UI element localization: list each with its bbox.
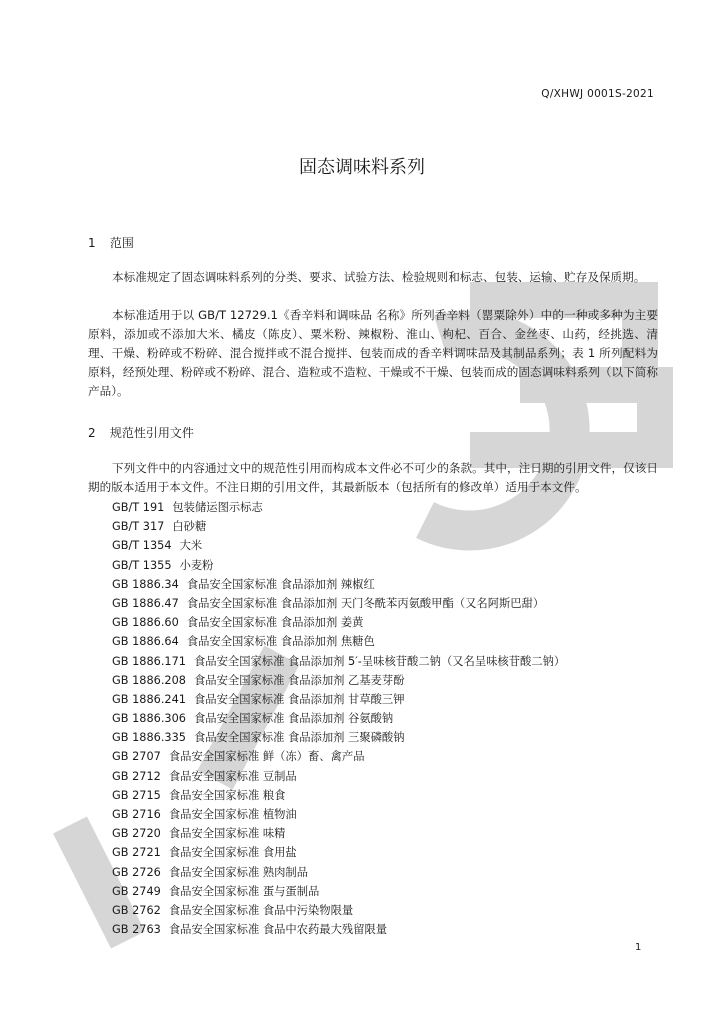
reference-item [112,901,565,920]
reference-item [112,536,565,555]
reference-item [112,882,565,901]
reference-code: GB/T 191 [112,501,165,514]
reference-item [112,767,565,786]
reference-title: 食品安全国家标准 食品添加剂 三聚磷酸钠 [194,731,405,745]
reference-item [112,671,565,690]
page-title: 固态调味料系列 [299,157,425,178]
section-heading-normative-references [88,424,194,441]
reference-code: GB/T 1354 [112,539,172,553]
reference-code: GB 1886.34 [112,577,179,591]
reference-code: GB 1886.47 [112,596,179,610]
reference-item [112,594,565,613]
reference-item [112,498,565,517]
reference-title: 食品安全国家标准 味精 [168,827,286,841]
section-heading-scope [88,234,134,251]
reference-item [112,824,565,843]
section-number: 1 [88,236,96,250]
references-intro: 下列文件中的内容通过文中的规范性引用而构成本文件必不可少的条款。其中，注日期的引用文件，仅该日期的版本适用于本文件。不注日期的引用文件，其最新版本（包括所有的修改单）适用于本文件。 [88,461,658,494]
reference-code: GB 2721 [112,846,161,860]
reference-title: 包装储运图示标志 [172,501,263,514]
reference-item [112,556,565,575]
reference-item [112,690,565,709]
reference-code: GB 2712 [112,769,161,783]
reference-title: 食品安全国家标准 植物油 [168,808,297,821]
reference-title: 食品安全国家标准 食品添加剂 焦糖色 [186,635,375,649]
reference-title: 食品安全国家标准 食用盐 [168,846,297,860]
reference-item [112,920,565,939]
reference-item [112,863,565,882]
section-title: 范围 [109,236,134,250]
reference-item [112,709,565,728]
reference-title: 食品安全国家标准 食品添加剂 甘草酸三钾 [194,692,405,706]
reference-title: 食品安全国家标准 粮食 [168,788,286,802]
reference-title: 食品安全国家标准 食品中农药最大残留限量 [168,923,388,937]
reference-title: 食品安全国家标准 食品添加剂 乙基麦芽酚 [194,673,405,687]
reference-code: GB 1886.64 [112,635,179,649]
reference-title: 食品安全国家标准 蛋与蛋制品 [168,884,320,898]
reference-list [112,498,565,939]
reference-code: GB 2720 [112,827,161,841]
reference-code: GB 1886.208 [112,673,186,687]
reference-item [112,805,565,824]
reference-title: 食品安全国家标准 鲜（冻）畜、禽产品 [168,750,365,764]
reference-code: GB 2716 [112,808,161,821]
reference-item [112,632,565,651]
reference-code: GB/T 317 [112,520,165,534]
reference-title: 食品安全国家标准 豆制品 [168,769,297,783]
reference-item [112,517,565,536]
scope-paragraph: 本标准规定了固态调味料系列的分类、要求、试验方法、检验规则和标志、包装、运输、贮存及保质期。 [112,270,646,284]
reference-item [112,728,565,747]
reference-item [112,575,565,594]
reference-title: 白砂糖 [172,520,207,534]
reference-item [112,613,565,632]
reference-code: GB 1886.60 [112,616,179,630]
reference-title: 小麦粉 [179,558,214,572]
reference-title: 食品安全国家标准 食品添加剂 姜黄 [186,616,364,630]
reference-title: 食品安全国家标准 食品添加剂 天门冬酰苯丙氨酸甲酯（又名阿斯巴甜） [186,596,545,610]
page-number: 1 [635,942,642,953]
reference-title: 食品安全国家标准 熟肉制品 [168,865,309,879]
reference-item [112,786,565,805]
reference-code: GB 2726 [112,865,161,879]
section-title: 规范性引用文件 [109,426,194,440]
reference-code: GB 1886.306 [112,712,186,726]
reference-code: GB 2762 [112,903,161,917]
reference-item [112,652,565,671]
reference-code: GB 1886.171 [112,654,186,668]
reference-code: GB 1886.241 [112,692,186,706]
reference-title: 食品安全国家标准 食品中污染物限量 [168,903,354,917]
reference-item [112,747,565,766]
reference-title: 食品安全国家标准 食品添加剂 谷氨酸钠 [194,712,394,726]
reference-code: GB 2707 [112,750,161,764]
section-number: 2 [88,426,96,440]
reference-code: GB/T 1355 [112,558,172,572]
standard-code: Q/XHWJ 0001S-2021 [541,88,654,100]
reference-title: 食品安全国家标准 食品添加剂 辣椒红 [186,577,375,591]
reference-title: 大米 [179,539,203,553]
reference-code: GB 2749 [112,884,161,898]
reference-code: GB 2763 [112,923,161,937]
scope-paragraph: 本标准适用于以 GB/T 12729.1《香辛料和调味品 名称》所列香辛料（罂粟除外）中的一种或多种为主要原料，添加或不添加大米、橘皮（陈皮）、粟米粉、辣椒粉、淮山、枸杞、百合、金丝枣、山药，经挑选、清理、干燥、粉碎或不粉碎、混合搅拌或不混合搅拌、包装而成的香辛料调味品及其制品系列；表 1 所列配料为原料，经预处理、粉碎或不粉碎、混合、造粒或不造粒、干燥或不干燥、包装而成的固态调味料系列（以下简称产品）。 [88,308,658,398]
reference-item [112,843,565,862]
reference-code: GB 1886.335 [112,731,186,745]
reference-title: 食品安全国家标准 食品添加剂 5′-呈味核苷酸二钠（又名呈味核苷酸二钠） [194,654,566,668]
reference-code: GB 2715 [112,788,161,802]
